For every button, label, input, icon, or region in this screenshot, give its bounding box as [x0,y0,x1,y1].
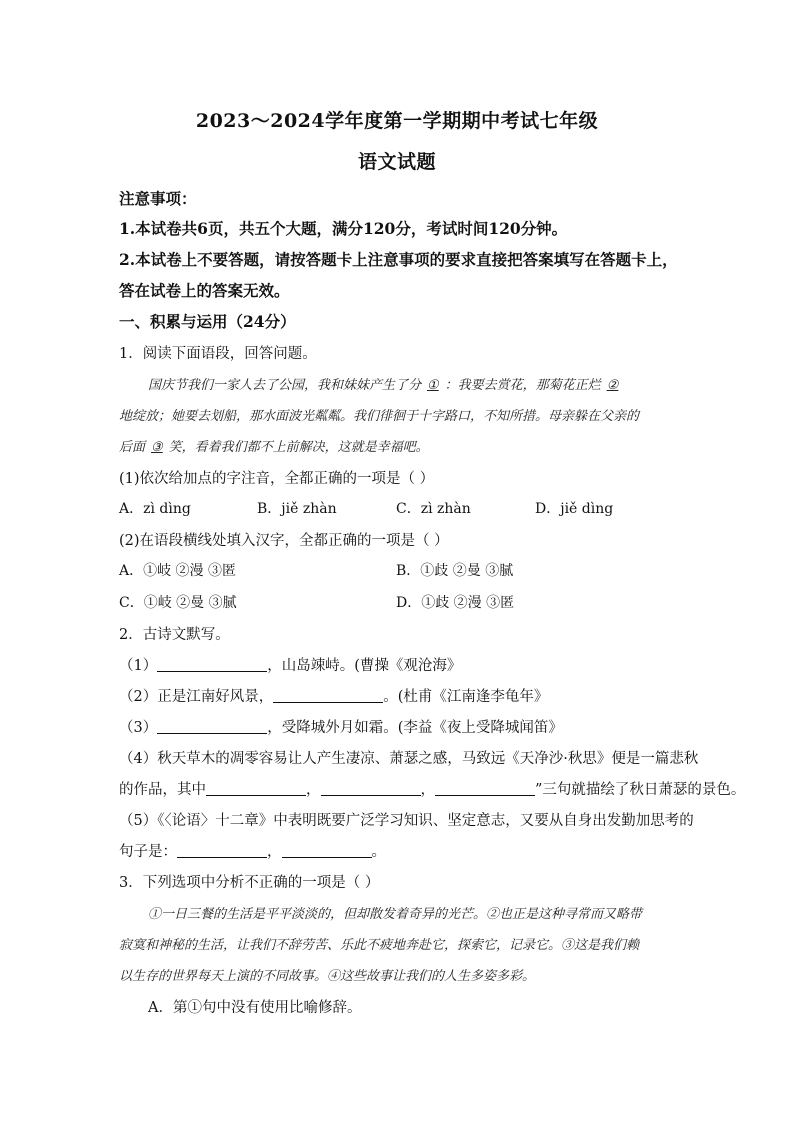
q3-option-a[interactable]: A．第①句中没有使用比喻修辞。 [148,1000,362,1016]
item-text: 句子是： [119,844,177,860]
answer-blank[interactable] [321,781,421,796]
item-text: ， [306,782,321,798]
question-3-stem: 3．下列选项中分析不正确的一项是（ ） [119,875,380,891]
q1-sub-2-option-d[interactable]: D．①歧 ②漫 ③匿 [396,595,515,611]
answer-blank[interactable] [157,719,267,734]
q1-sub-2-stem: (2)在语段横线处填入汉字，全都正确的一项是（ ） [119,533,449,549]
item-text: ， [420,782,435,798]
blank-3: ③ [151,440,163,455]
q1-sub-2-option-c[interactable]: C．①岐 ②曼 ③腻 [119,595,237,611]
q3-passage-line-2: 寂寞和神秘的生活，让我们不辞劳苦、乐此不疲地奔赴它，探索它，记录它。③这是我们赖 [119,938,640,953]
item-text: ， [267,844,282,860]
blank-2: ② [606,378,619,393]
question-1-stem: 1．阅读下面语段，回答问题。 [119,346,317,362]
passage-text: ：我要去赏花，那菊花正烂 [444,378,601,393]
q3-passage-line-1: ①一日三餐的生活是平平淡淡的，但却散发着奇异的光芒。②也正是这种寻常而又略带 [148,907,643,922]
q2-item-3 [119,716,563,737]
blank-1: ① [427,378,439,393]
section-1-heading: 一、积累与运用（24分） [119,312,296,331]
notice-item-2-line-2: 答在试卷上的答案无效。 [119,281,290,300]
q1-sub-1-option-b[interactable]: B．jiě zhàn [257,501,337,517]
item-number: （3） [119,720,158,736]
notice-heading: 注意事项： [119,189,197,208]
item-text: 的作品，其中 [119,782,206,798]
q1-sub-1-option-c[interactable]: C．zì zhàn [396,501,471,517]
item-text: 。(杜甫《江南逢李龟年》 [383,689,549,705]
q1-sub-1-stem: (1)依次给加点的字注音，全都正确的一项是（ ） [119,471,435,487]
answer-blank[interactable] [282,843,372,858]
notice-item-2-line-1: 2.本试卷上不要答题，请按答题卡上注意事项的要求直接把答案填写在答题卡上， [119,250,678,269]
passage-text: 后面 [119,440,146,455]
exam-subtitle: 语文试题 [357,151,436,173]
q1-sub-1-option-d[interactable]: D．jiě dìng [535,501,614,517]
q2-item-4-line-1: （4）秋天草木的凋零容易让人产生凄凉、萧瑟之感，马致远《天净沙·秋思》便是一篇悲秋 [119,751,699,767]
answer-blank[interactable] [177,843,267,858]
q2-item-1 [119,654,461,675]
q2-item-2 [119,685,548,706]
item-text: （2）正是江南好风景， [119,689,274,705]
q1-passage-line-2: 地绽放；她要去划船，那水面波光粼粼。我们徘徊于十字路口，不知所措。母亲躲在父亲的 [119,409,640,424]
q2-item-5-line-1: （5）《〈论语〉十二章》中表明既要广泛学习知识、坚定意志，又要从自身出发勤加思考的 [119,813,694,829]
q1-passage-line-1 [148,374,624,393]
answer-blank[interactable] [206,781,306,796]
q1-passage-line-3 [119,436,429,455]
answer-blank[interactable] [435,781,535,796]
passage-text: 国庆节我们一家人去了公园，我和妹妹产生了分 [148,378,422,393]
exam-title: 2023～2024学年度第一学期期中考试七年级 [195,110,599,132]
q1-sub-1-option-a[interactable]: A．zì dìng [119,501,191,517]
question-2-stem: 2．古诗文默写。 [119,627,230,643]
notice-item-1: 1.本试卷共6页，共五个大题，满分120分，考试时间120分钟。 [119,219,568,238]
answer-blank[interactable] [157,657,267,672]
q1-sub-2-option-a[interactable]: A．①岐 ②漫 ③匿 [119,563,237,579]
item-text: ，山岛竦峙。(曹操《观沧海》 [267,658,462,674]
item-text: 。 [371,844,386,860]
item-number: （1） [119,658,158,674]
item-text: ，受降城外月如霜。(李益《夜上受降城闻笛》 [267,720,563,736]
q3-passage-line-3: 以生存的世界每天上演的不同故事。④这些故事让我们的人生多姿多彩。 [119,969,536,984]
item-text: ”三句就描绘了秋日萧瑟的景色。 [535,782,746,798]
answer-blank[interactable] [273,688,383,703]
q2-item-4-line-2 [119,778,745,799]
q1-sub-2-option-b[interactable]: B．①歧 ②曼 ③腻 [396,563,514,579]
q2-item-5-line-2 [119,840,386,861]
passage-text: 笑，看着我们都不上前解决，这就是幸福吧。 [168,440,429,455]
